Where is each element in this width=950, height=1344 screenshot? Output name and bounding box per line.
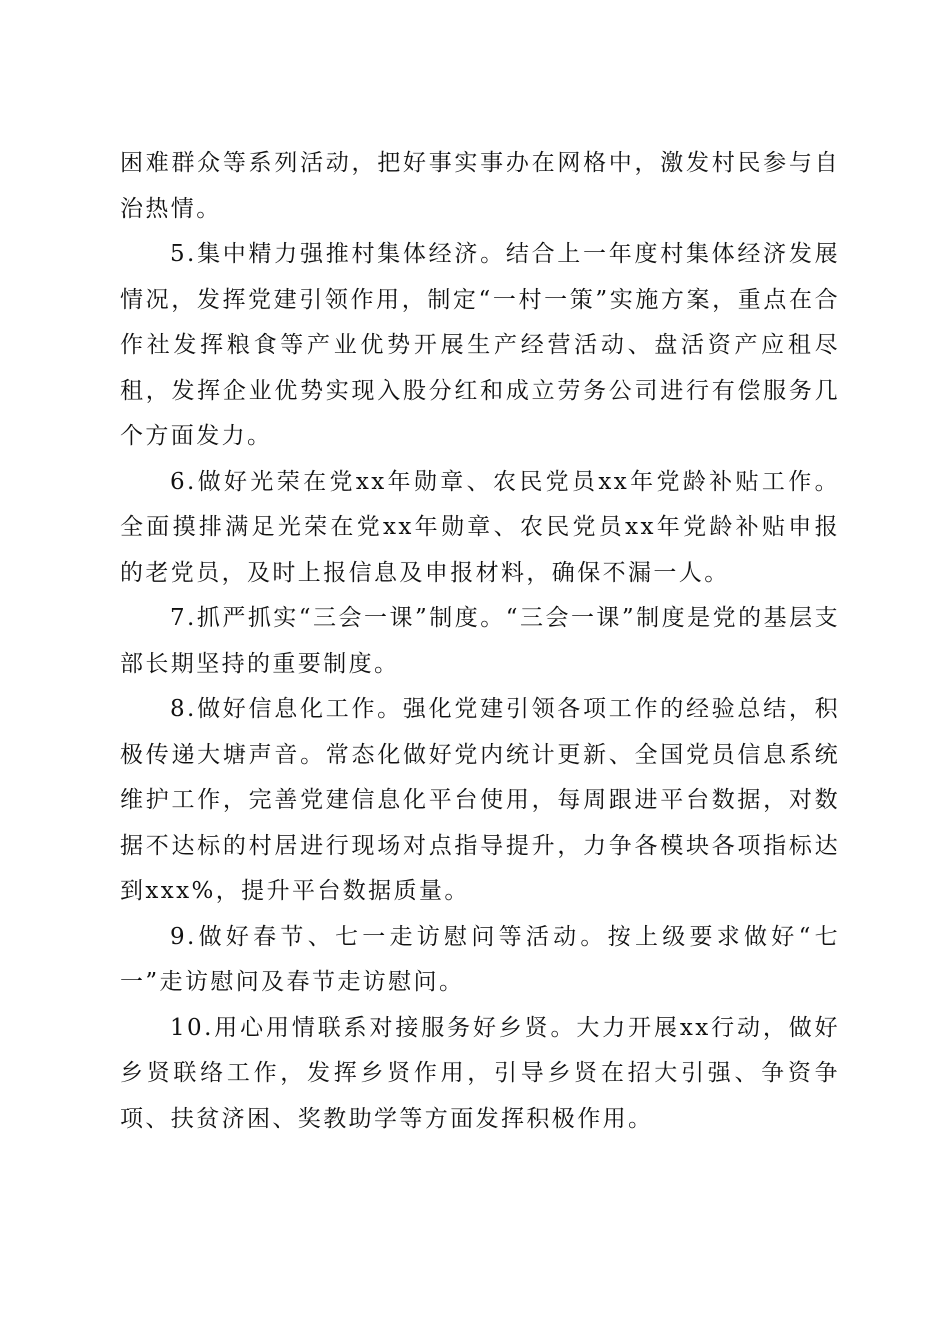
paragraph-item-9: 9.做好春节、七一走访慰问等活动。按上级要求做好“七一”走访慰问及春节走访慰问。 xyxy=(120,923,840,995)
paragraph-continuation: 困难群众等系列活动，把好事实事办在网格中，激发村民参与自治热情。 xyxy=(120,150,840,222)
paragraph-item-6: 6.做好光荣在党xx年勋章、农民党员xx年党龄补贴工作。全面摸排满足光荣在党xx年勋章、农民党员xx年党龄补贴申报的老党员，及时上报信息及申报材料，确保不漏一人。 xyxy=(120,468,840,586)
document-body xyxy=(120,141,840,1142)
paragraph-item-7: 7.抓严抓实“三会一课”制度。“三会一课”制度是党的基层支部长期坚持的重要制度。 xyxy=(120,605,840,677)
paragraph-item-10: 10.用心用情联系对接服务好乡贤。大力开展xx行动，做好乡贤联络工作，发挥乡贤作用，引导乡贤在招大引强、争资争项、扶贫济困、奖教助学等方面发挥积极作用。 xyxy=(120,1014,840,1132)
paragraph-item-8: 8.做好信息化工作。强化党建引领各项工作的经验总结，积极传递大塘声音。常态化做好党内统计更新、全国党员信息系统维护工作，完善党建信息化平台使用，每周跟进平台数据，对数据不达标的村居进行现场对点指导提升，力争各模块各项指标达到xxx%，提升平台数据质量。 xyxy=(120,696,840,904)
paragraph-item-5: 5.集中精力强推村集体经济。结合上一年度村集体经济发展情况，发挥党建引领作用，制定“一村一策”实施方案，重点在合作社发挥粮食等产业优势开展生产经营活动、盘活资产应租尽租，发挥企业优势实现入股分红和成立劳务公司进行有偿服务几个方面发力。 xyxy=(120,241,840,449)
